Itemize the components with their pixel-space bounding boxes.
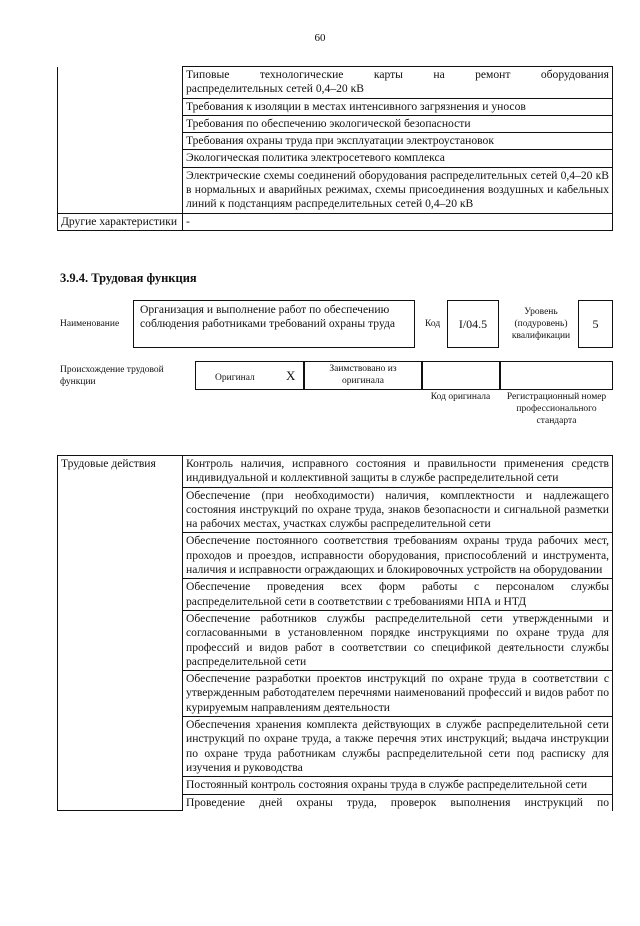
labor-action-row: Проведение дней охраны труда, проверок выполнения инструкций по	[183, 794, 613, 811]
knowledge-word: на	[433, 68, 445, 81]
borrowed-label: Заимствовано из оригинала	[329, 364, 397, 386]
other-characteristics-value: -	[183, 213, 613, 230]
original-mark: X	[286, 368, 296, 383]
knowledge-word: Типовые	[186, 68, 230, 81]
labor-action-row: Обеспечения хранения комплекта действующих в службе распределительной сети инструкций по охране труда, а также перечня этих инструкций; выдача инструкции по охране труда работникам службы распределительной сети под расписку для изучения и руководства	[183, 717, 613, 777]
labor-action-row: Обеспечение работников службы распределительной сети утвержденными и согласованными в установленном порядке инструкциями по охране труда для профессий и видов работ в соответствии со спецификой деятельности службы распределительной сети	[183, 610, 613, 670]
code-value: I/04.5	[447, 300, 499, 348]
knowledge-word: карты	[373, 68, 403, 81]
labor-action-row: Контроль наличия, исправного состояния и правильности применения средств индивидуальной и коллективной защиты в службе распределительной сети	[183, 456, 613, 488]
knowledge-row: Экологическая политика электросетевого комплекса	[183, 150, 613, 167]
knowledge-table	[57, 66, 613, 231]
knowledge-row: Электрические схемы соединений оборудования распределительных сетей 0,4–20 кВ в нормальных и аварийных режимах, схемы присоединения воздушных и кабельных линий к подстанциям распределительных сетей 0,4–20 кВ	[183, 167, 613, 213]
knowledge-word: ремонт	[475, 68, 511, 81]
original-code-cell	[422, 361, 500, 390]
knowledge-word: оборудования	[540, 68, 609, 81]
page-number: 60	[314, 32, 326, 44]
knowledge-word: технологические	[259, 68, 344, 81]
labor-actions-label: Трудовые действия	[58, 456, 183, 811]
knowledge-row: Требования к изоляции в местах интенсивного загрязнения и уносов	[183, 98, 613, 115]
qualification-level-label: Уровень (подуровень) квалификации	[511, 307, 571, 341]
code-label: Код	[425, 319, 441, 329]
labor-action-row: Обеспечение разработки проектов инструкций по охране труда в соответствии с утвержденным работодателем перечнями наименований профессий и видов работ по курируемым направлениям деятельности	[183, 671, 613, 717]
other-characteristics-label: Другие характеристики	[58, 213, 183, 230]
labor-action-row: Обеспечение (при необходимости) наличия, комплектности и надлежащего состояния инструкций по охране труда, знаков безопасности и сигнальной разметки на рабочих местах, участках службы распределительной сети	[183, 487, 613, 533]
reg-number-cell	[500, 361, 613, 390]
labor-action-row: Обеспечение постоянного соответствия требованиям охраны труда рабочих мест, проходов и проездов, исправности оборудования, приспособлений и инструмента, наличия и исправности ограждающих и блокировочных устройств на оборудовании	[183, 533, 613, 579]
section-heading: 3.9.4. Трудовая функция	[60, 271, 197, 285]
labor-action-row: Обеспечение проведения всех форм работы с персоналом службы распределительной сети в соответствии с требованиями НПА и НТД	[183, 579, 613, 611]
qualification-level-value: 5	[578, 300, 613, 348]
knowledge-row: Требования по обеспечению экологической безопасности	[183, 115, 613, 132]
original-code-label: Код оригинала	[430, 392, 491, 402]
name-label: Наименование	[60, 319, 120, 329]
function-name-box: Организация и выполнение работ по обеспечению соблюдения работниками требований охраны труда	[133, 300, 415, 348]
original-label: Оригинал	[215, 373, 255, 383]
origin-label: Происхождение трудовой функции	[60, 365, 164, 387]
knowledge-row: Требования охраны труда при эксплуатации электроустановок	[183, 133, 613, 150]
knowledge-label-cell	[58, 67, 183, 214]
labor-action-row: Постоянный контроль состояния охраны труда в службе распределительной сети	[183, 777, 613, 794]
labor-actions-table	[57, 455, 613, 811]
knowledge-word: распределительных сетей 0,4–20 кВ	[186, 82, 364, 96]
knowledge-row	[183, 67, 613, 99]
reg-number-label: Регистрационный номер профессионального стандарта	[506, 392, 607, 426]
